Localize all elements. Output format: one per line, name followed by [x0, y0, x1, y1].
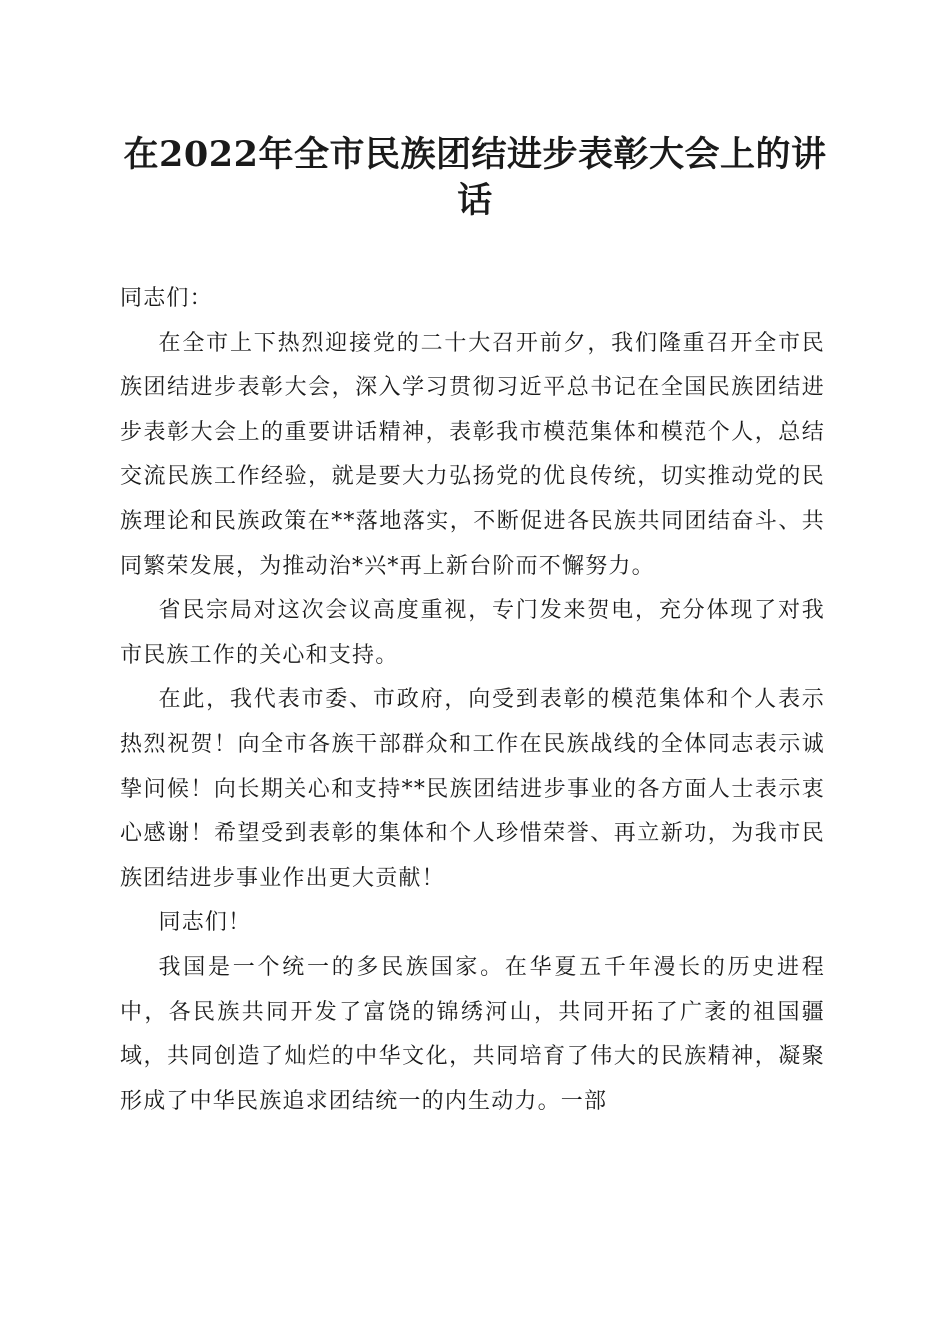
paragraph-congratulations-telegram: 省民宗局对这次会议高度重视，专门发来贺电，充分体现了对我市民族工作的关心和支持。 [120, 598, 825, 668]
salutation: 同志们： [120, 286, 213, 311]
paragraph-history: 我国是一个统一的多民族国家。在华夏五千年漫长的历史进程中，各民族共同开发了富饶的锦绣河山，共同开拓了广袤的祖国疆域，共同创造了灿烂的中华文化，共同培育了伟大的民族精神，凝聚形成了中华民族追求团结统一的内生动力。一部 [120, 954, 825, 1114]
paragraph-address-comrades: 同志们！ [158, 910, 252, 936]
document-body [120, 277, 825, 1124]
paragraph-greetings: 在此，我代表市委、市政府，向受到表彰的模范集体和个人表示热烈祝贺！向全市各族干部群众和工作在民族战线的全体同志表示诚挚问候！向长期关心和支持**民族团结进步事业的各方面人士表示衷心感谢！希望受到表彰的集体和个人珍惜荣誉、再立新功，为我市民族团结进步事业作出更大贡献！ [120, 687, 825, 891]
document-title: 在2022年全市民族团结进步表彰大会上的讲话 [123, 134, 827, 221]
paragraph-intro: 在全市上下热烈迎接党的二十大召开前夕，我们隆重召开全市民族团结进步表彰大会，深入学习贯彻习近平总书记在全国民族团结进步表彰大会上的重要讲话精神，表彰我市模范集体和模范个人，总结交流民族工作经验，就是要大力弘扬党的优良传统，切实推动党的民族理论和民族政策在**落地落实，不断促进各民族共同团结奋斗、共同繁荣发展，为推动治*兴*再上新台阶而不懈努力。 [120, 330, 825, 579]
